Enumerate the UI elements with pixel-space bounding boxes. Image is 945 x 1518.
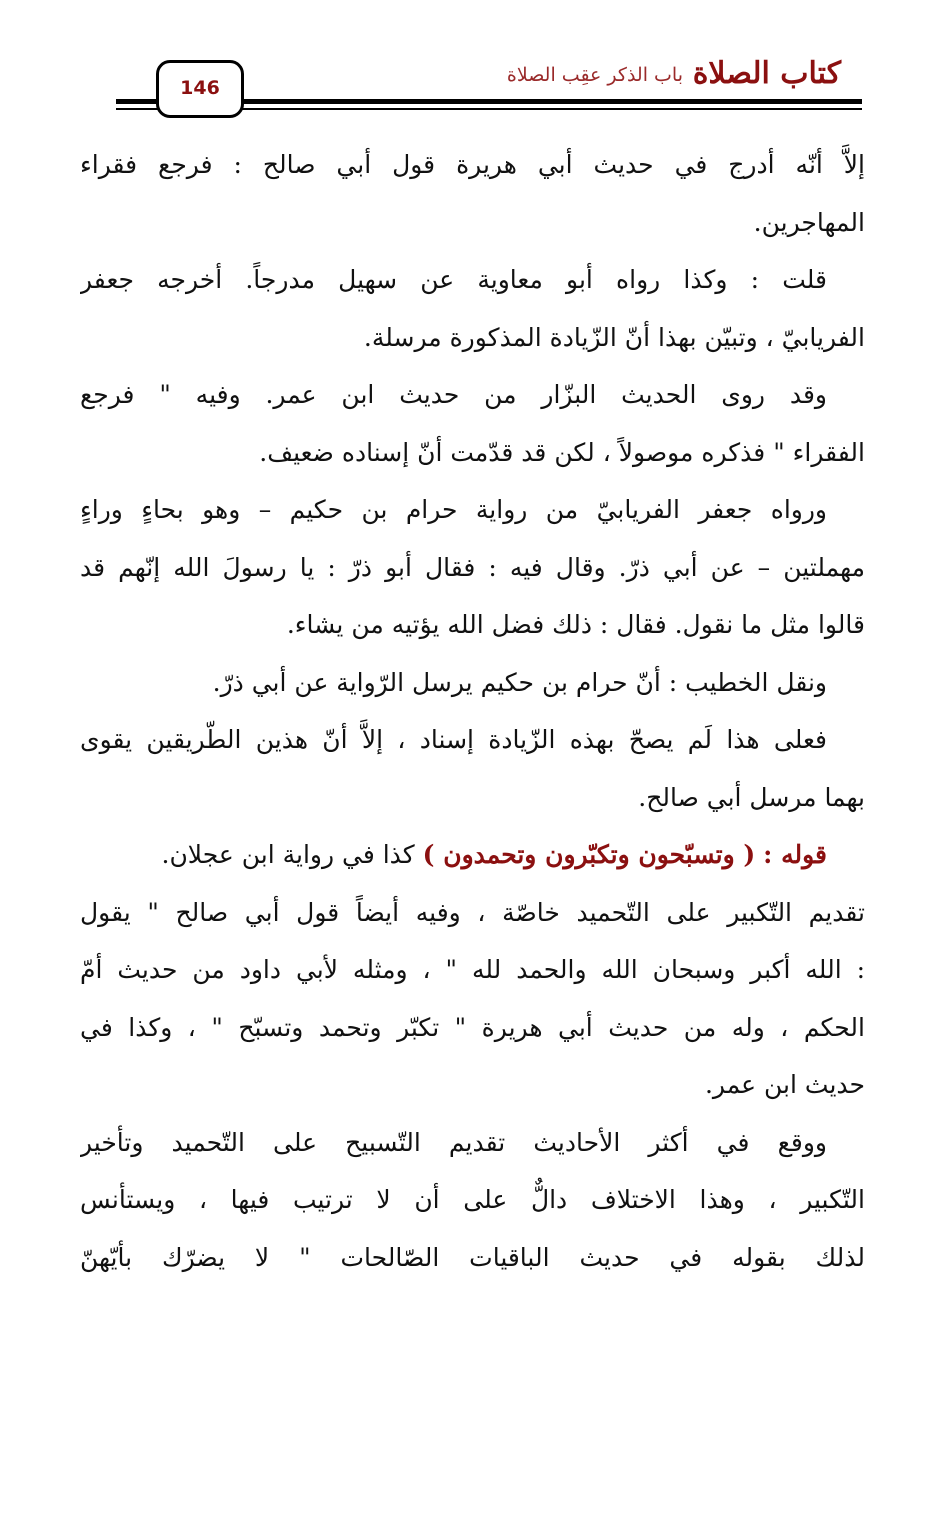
text-line: المهاجرين. bbox=[753, 207, 865, 237]
quote-line bbox=[80, 826, 865, 884]
quote-comment: كذا في رواية ابن عجلان. bbox=[161, 840, 415, 869]
text-line: الحكم ، وله من حديث أبي هريرة " تكبّر وتحمد وتسبّح " ، وكذا في bbox=[80, 1012, 865, 1042]
body-text bbox=[80, 136, 865, 1286]
text-line: الفقراء " فذكره موصولاً ، لكن قد قدّمت أنّ إسناده ضعيف. bbox=[259, 437, 865, 467]
text-line: مهملتين – عن أبي ذرّ. وقال فيه : فقال أبو ذرّ : يا رسولَ الله إنّهم قد bbox=[80, 552, 865, 582]
text-line: الفريابيّ ، وتبيّن بهذا أنّ الزّيادة المذكورة مرسلة. bbox=[363, 322, 865, 352]
text-line: إلاَّ أنّه أدرج في حديث أبي هريرة قول أبي صالح : فرجع فقراء bbox=[80, 150, 865, 179]
text-line: حديث ابن عمر. bbox=[704, 1070, 865, 1099]
page-header bbox=[0, 0, 945, 120]
quote-text: ( وتسبّحون وتكبّرون وتحمدون ) bbox=[422, 840, 756, 869]
book-title: كتاب الصلاة bbox=[692, 56, 841, 91]
text-line: وقد روى الحديث البزّار من حديث ابن عمر. وفيه " فرجع bbox=[80, 380, 827, 409]
text-line: ورواه جعفر الفريابيّ من رواية حرام بن حكيم – وهو بحاءٍ وراءٍ bbox=[80, 495, 827, 524]
text-line: قالوا مثل ما نقول. فقال : ذلك فضل الله يؤتيه من يشاء. bbox=[286, 610, 865, 639]
text-line: التّكبير ، وهذا الاختلاف دالٌّ على أن لا ترتيب فيها ، ويستأنس bbox=[80, 1185, 865, 1214]
text-line: ووقع في أكثر الأحاديث تقديم التّسبيح على التّحميد وتأخير bbox=[80, 1127, 827, 1157]
text-line: تقديم التّكبير على التّحميد خاصّة ، وفيه أيضاً قول أبي صالح " يقول bbox=[80, 897, 865, 927]
text-line: لذلك بقوله في حديث الباقيات الصّالحات " لا يضرّك بأيّهنّ bbox=[80, 1242, 865, 1272]
text-line: فعلى هذا لَم يصحّ بهذه الزّيادة إسناد ، إلاَّ أنّ هذين الطّريقين يقوى bbox=[80, 725, 827, 754]
page-number-box bbox=[156, 60, 244, 118]
chapter-title: باب الذكر عقِب الصلاة bbox=[506, 64, 683, 86]
quote-label: قوله : bbox=[763, 840, 827, 869]
text-line: ونقل الخطيب : أنّ حرام بن حكيم يرسل الرّواية عن أبي ذرّ. bbox=[212, 667, 827, 697]
text-line: قلت : وكذا رواه أبو معاوية عن سهيل مدرجاً. أخرجه جعفر bbox=[80, 265, 827, 294]
text-line: بهما مرسل أبي صالح. bbox=[638, 782, 865, 812]
page-number: 146 bbox=[180, 77, 220, 99]
text-line: : الله أكبر وسبحان الله والحمد لله " ، ومثله لأبي داود من حديث أمّ bbox=[80, 955, 865, 984]
